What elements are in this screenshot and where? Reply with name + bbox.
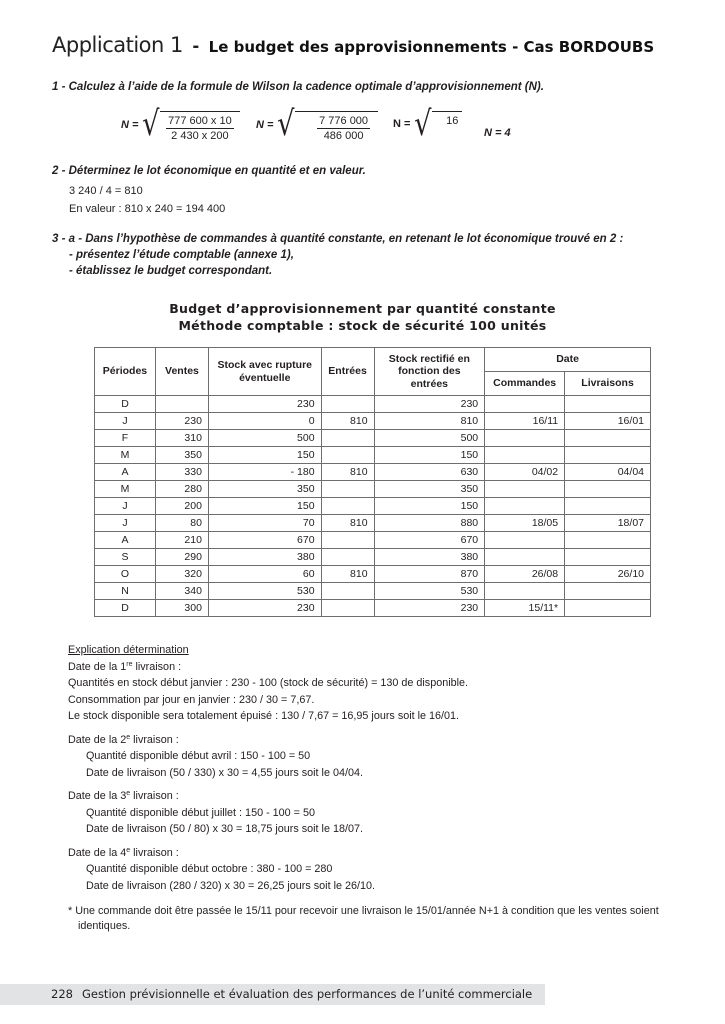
cell-periode: J: [95, 498, 156, 515]
radicand-value: [432, 111, 462, 141]
delivery-1-line-c: Le stock disponible sera totalement épuisé : 130 / 7,67 = 16,95 jours soit le 16/01.: [68, 710, 460, 722]
cell-periode: N: [95, 583, 156, 600]
application-label: Application 1: [52, 33, 183, 57]
table-row: [95, 464, 651, 481]
cell-rectifie: 150: [374, 498, 485, 515]
header-ventes: Ventes: [155, 348, 208, 396]
cell-commande: 26/08: [485, 566, 565, 583]
fraction-numerator: 7 776 000: [319, 115, 369, 127]
cell-entrees: [321, 498, 374, 515]
cell-stock: - 180: [208, 464, 321, 481]
ordinal-sup: e: [126, 846, 131, 854]
cell-commande: 18/05: [485, 515, 565, 532]
square-root: [140, 104, 239, 144]
delivery-3-heading: [68, 788, 468, 805]
cell-entrees: [321, 532, 374, 549]
delivery-1-suffix: livraison :: [132, 660, 182, 673]
cell-stock: 380: [208, 549, 321, 566]
table-row: [95, 447, 651, 464]
delivery-3-line-b: Date de livraison (50 / 80) x 30 = 18,75 jours soit le 18/07.: [86, 823, 363, 835]
square-root: [412, 104, 462, 144]
formula-step-2: [256, 104, 378, 144]
cell-livraison: 16/01: [565, 413, 651, 430]
cell-livraison: 26/10: [565, 566, 651, 583]
cell-commande: [485, 396, 565, 413]
header-entrees: Entrées: [321, 348, 374, 396]
cell-entrees: [321, 447, 374, 464]
cell-rectifie: 810: [374, 413, 485, 430]
cell-ventes: 230: [155, 413, 208, 430]
fraction: [295, 111, 378, 142]
table-row: [95, 481, 651, 498]
cell-commande: [485, 447, 565, 464]
cell-stock: 530: [208, 583, 321, 600]
cell-commande: 16/11: [485, 413, 565, 430]
cell-ventes: 200: [155, 498, 208, 515]
header-commandes: Commandes: [485, 372, 565, 396]
table-row: [95, 515, 651, 532]
cell-rectifie: 230: [374, 600, 485, 617]
question-2: 2 - Déterminez le lot économique en quantité et en valeur.: [52, 165, 366, 177]
header-stock-rupture: Stock avec rupture éventuelle: [208, 348, 321, 396]
cell-livraison: [565, 396, 651, 413]
explanation-block: [68, 642, 468, 894]
question-3a: 3 - a - Dans l’hypothèse de commandes à quantité constante, en retenant le lot économique trouvé en 2 :: [52, 233, 624, 245]
cell-ventes: 300: [155, 600, 208, 617]
fraction-numerator: 777 600 x 10: [168, 115, 232, 127]
delivery-4-suffix: livraison :: [130, 846, 179, 859]
delivery-1-line-a: Quantités en stock début janvier : 230 - 100 (stock de sécurité) = 130 de disponible.: [68, 677, 469, 689]
cell-ventes: 330: [155, 464, 208, 481]
cell-entrees: 810: [321, 566, 374, 583]
cell-rectifie: 880: [374, 515, 485, 532]
cell-livraison: [565, 447, 651, 464]
application-subtitle: Le budget des approvisionnements - Cas BORDOUBS: [208, 38, 655, 56]
cell-livraison: [565, 549, 651, 566]
cell-stock: 230: [208, 396, 321, 413]
table-row: [95, 583, 651, 600]
delivery-4-label: Date de la 4: [68, 846, 127, 859]
cell-commande: [485, 532, 565, 549]
table-row: [95, 396, 651, 413]
cell-commande: [485, 498, 565, 515]
delivery-2-line-a: Quantité disponible début avril : 150 - 100 = 50: [86, 750, 311, 762]
cell-periode: A: [95, 532, 156, 549]
delivery-2-label: Date de la 2: [68, 733, 127, 746]
budget-title: Budget d’approvisionnement par quantité constante: [169, 301, 556, 316]
page-number: 228: [51, 987, 73, 1001]
answer-2-quantity: 3 240 / 4 = 810: [69, 185, 143, 197]
formula-result: N = 4: [484, 127, 511, 139]
answer-2-value: En valeur : 810 x 240 = 194 400: [69, 203, 226, 215]
cell-entrees: [321, 600, 374, 617]
n-label: N =: [121, 118, 139, 131]
fraction: [160, 111, 240, 142]
cell-ventes: 280: [155, 481, 208, 498]
header-periodes: Périodes: [95, 348, 156, 396]
cell-commande: [485, 583, 565, 600]
fraction-denominator: 2 430 x 200: [171, 130, 229, 142]
cell-entrees: [321, 549, 374, 566]
table-row: [95, 532, 651, 549]
cell-ventes: 80: [155, 515, 208, 532]
square-root: [275, 104, 378, 144]
cell-rectifie: 380: [374, 549, 485, 566]
table-row: [95, 498, 651, 515]
cell-periode: F: [95, 430, 156, 447]
cell-entrees: 810: [321, 464, 374, 481]
cell-entrees: 810: [321, 413, 374, 430]
cell-stock: 670: [208, 532, 321, 549]
cell-livraison: 18/07: [565, 515, 651, 532]
delivery-2-line-b: Date de livraison (50 / 330) x 30 = 4,55 jours soit le 04/04.: [86, 766, 363, 779]
cell-commande: [485, 430, 565, 447]
question-3a-sub-2: - établissez le budget correspondant.: [69, 265, 273, 277]
question-3a-sub-1: - présentez l’étude comptable (annexe 1),: [69, 249, 294, 261]
delivery-1-label: Date de la 1: [68, 660, 127, 673]
header-stock-rectifie: Stock rectifié en fonction des entrées: [374, 348, 485, 396]
cell-ventes: 290: [155, 549, 208, 566]
cell-ventes: 210: [155, 532, 208, 549]
header-livraisons: Livraisons: [565, 372, 651, 396]
cell-periode: S: [95, 549, 156, 566]
cell-ventes: 320: [155, 566, 208, 583]
table-row: [95, 566, 651, 583]
delivery-3-line-a: Quantité disponible début juillet : 150 - 100 = 50: [86, 806, 315, 819]
header-date: Date: [485, 348, 651, 372]
cell-entrees: [321, 430, 374, 447]
ordinal-sup: e: [126, 733, 131, 741]
table-row: [95, 413, 651, 430]
cell-stock: 0: [208, 413, 321, 430]
cell-commande: [485, 481, 565, 498]
ordinal-sup: re: [126, 660, 133, 668]
cell-periode: O: [95, 566, 156, 583]
delivery-4-heading: [68, 845, 468, 862]
delivery-3-label: Date de la 3: [68, 790, 127, 802]
cell-periode: M: [95, 481, 156, 498]
cell-ventes: 310: [155, 430, 208, 447]
footnote: * Une commande doit être passée le 15/11 pour recevoir une livraison le 15/01/année N+1 à condition que les ventes soient identiques.: [68, 905, 659, 932]
delivery-1-heading: [68, 659, 468, 676]
cell-commande: 04/02: [485, 464, 565, 481]
cell-rectifie: 500: [374, 430, 485, 447]
cell-livraison: 04/04: [565, 464, 651, 481]
question-1: 1 - Calculez à l’aide de la formule de Wilson la cadence optimale d’approvisionnement (N).: [52, 81, 544, 93]
cell-entrees: [321, 583, 374, 600]
ordinal-sup: e: [126, 790, 131, 797]
fraction-denominator: 486 000: [323, 130, 364, 142]
title-separator: -: [192, 35, 200, 57]
budget-table-body: [95, 396, 651, 617]
budget-table: [94, 347, 651, 617]
n-label: N =: [393, 118, 411, 130]
cell-rectifie: 670: [374, 532, 485, 549]
cell-stock: 350: [208, 481, 321, 498]
cell-stock: 150: [208, 498, 321, 515]
radical-icon: √: [142, 104, 160, 144]
page-footer: [0, 984, 545, 1005]
delivery-4-line-a: Quantité disponible début octobre : 380 - 100 = 280: [86, 863, 333, 875]
cell-stock: 150: [208, 447, 321, 464]
cell-livraison: [565, 481, 651, 498]
radical-icon: √: [277, 104, 295, 144]
footer-text: Gestion prévisionnelle et évaluation des performances de l’unité commerciale: [81, 987, 533, 1001]
cell-livraison: [565, 498, 651, 515]
delivery-2-heading: [68, 732, 468, 749]
cell-rectifie: 350: [374, 481, 485, 498]
cell-stock: 500: [208, 430, 321, 447]
formula-step-3: [393, 104, 462, 144]
formula-step-1: [121, 104, 240, 144]
cell-entrees: [321, 481, 374, 498]
cell-periode: J: [95, 515, 156, 532]
cell-periode: J: [95, 413, 156, 430]
cell-periode: D: [95, 396, 156, 413]
budget-subtitle: Méthode comptable : stock de sécurité 100 unités: [178, 318, 547, 333]
table-row: [95, 600, 651, 617]
cell-periode: M: [95, 447, 156, 464]
cell-stock: 60: [208, 566, 321, 583]
cell-ventes: [155, 396, 208, 413]
radical-icon: √: [414, 104, 432, 144]
cell-ventes: 350: [155, 447, 208, 464]
cell-rectifie: 630: [374, 464, 485, 481]
cell-rectifie: 530: [374, 583, 485, 600]
cell-periode: D: [95, 600, 156, 617]
delivery-4-line-b: Date de livraison (280 / 320) x 30 = 26,25 jours soit le 26/10.: [86, 879, 375, 892]
delivery-3-suffix: livraison :: [130, 790, 179, 802]
page-title: [52, 33, 654, 58]
cell-rectifie: 870: [374, 566, 485, 583]
cell-rectifie: 150: [374, 447, 485, 464]
delivery-2-suffix: livraison :: [130, 733, 179, 746]
cell-stock: 230: [208, 600, 321, 617]
cell-periode: A: [95, 464, 156, 481]
cell-livraison: [565, 532, 651, 549]
table-row: [95, 549, 651, 566]
cell-livraison: [565, 583, 651, 600]
radicand-number: 16: [446, 115, 459, 127]
cell-ventes: 340: [155, 583, 208, 600]
explanation-heading: Explication détermination: [68, 644, 189, 656]
cell-entrees: [321, 396, 374, 413]
n-label: N =: [256, 118, 274, 131]
delivery-1-line-b: Consommation par jour en janvier : 230 / 30 = 7,67.: [68, 693, 315, 706]
cell-commande: [485, 549, 565, 566]
cell-entrees: 810: [321, 515, 374, 532]
cell-livraison: [565, 430, 651, 447]
cell-livraison: [565, 600, 651, 617]
cell-commande: 15/11*: [485, 600, 565, 617]
table-row: [95, 430, 651, 447]
cell-rectifie: 230: [374, 396, 485, 413]
cell-stock: 70: [208, 515, 321, 532]
